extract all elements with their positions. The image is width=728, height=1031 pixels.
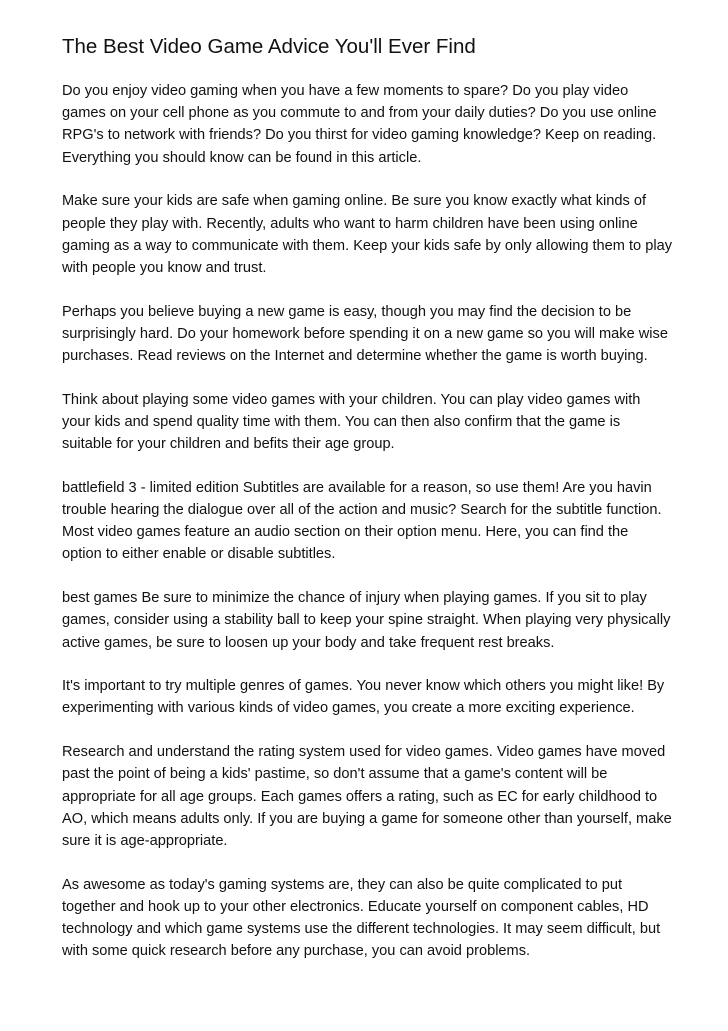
paragraph-gaming-systems: As awesome as today's gaming systems are, they can also be quite complicated to put together and hook up to your other electronics. Educate yourself on component cables, HD technology and which game systems use the different technologies. It may seem difficult, but with some quick research before any purchase, you can avoid problems. [62,876,661,960]
paragraph-buying-games: Perhaps you believe buying a new game is easy, though you may find the decision to be surprisingly hard. Do your homework before spending it on a new game so you will make wise purchases. Read reviews on the Internet and determine whether the game is worth buying. [62,303,668,365]
paragraph-genres: It's important to try multiple genres of games. You never know which others you might like! By experimenting with various kinds of video games, you create a more exciting experience. [62,678,665,717]
paragraph-intro: Do you enjoy video gaming when you have a few moments to spare? Do you play video games on your cell phone as you commute to and from your daily duties? Do you use online RPG's to network with friends? Do you thirst for video gaming knowledge? Keep on reading. Everything you should know can be found in this article. [62,83,657,166]
paragraph-rating-system: Research and understand the rating system used for video games. Video games have moved past the point of being a kids' pastime, so don't assume that a game's content will be appropriate for all age groups. Each games offers a rating, such as EC for early childhood to AO, which means adults only. If you are buying a game for someone other than yourself, make sure it is age-appropriate. [62,744,672,849]
article-body [62,80,672,984]
paragraph-subtitles: battlefield 3 - limited edition Subtitles are available for a reason, so use them! Are you havin trouble hearing the dialogue over all of the action and music? Search for the subtitle function. Most video games feature an audio section on their option menu. Here, you can find the option to either enable or disable subtitles. [62,479,662,563]
paragraph-play-with-children: Think about playing some video games with your children. You can play video games with your kids and spend quality time with them. You can then also confirm that the game is suitable for your children and befits their age group. [62,391,641,453]
paragraph-injury: best games Be sure to minimize the chance of injury when playing games. If you sit to play games, consider using a stability ball to keep your spine straight. When playing very physically active games, be sure to loosen up your body and take frequent rest breaks. [62,590,671,651]
page-title: The Best Video Game Advice You'll Ever Find [62,35,476,58]
paragraph-online-safety: Make sure your kids are safe when gaming online. Be sure you know exactly what kinds of people they play with. Recently, adults who want to harm children have been using online gaming as a way to communicate with them. Keep your kids safe by only allowing them to play with people you know and trust. [62,193,672,276]
